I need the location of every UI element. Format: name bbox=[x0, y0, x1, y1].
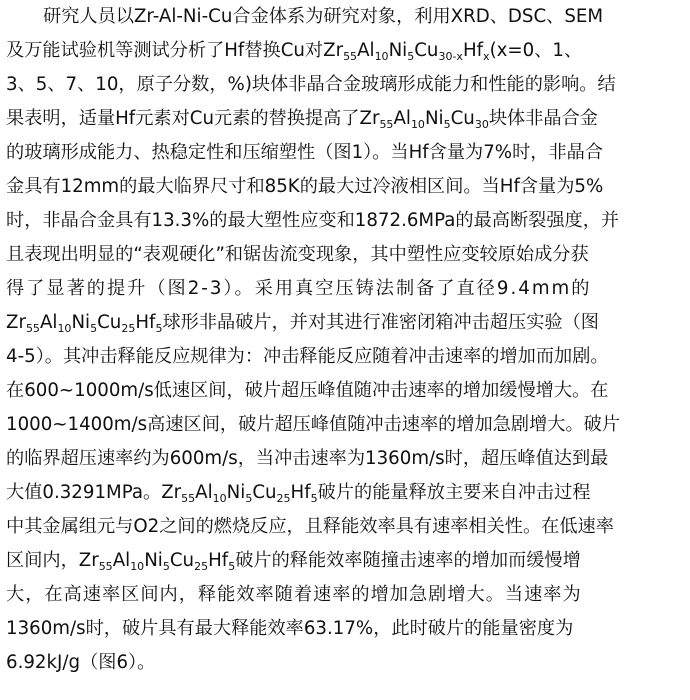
subscript: 10 bbox=[57, 322, 72, 335]
subscript: 5 bbox=[90, 322, 98, 335]
text-segment: 1000~1400m/s高速区间，破片超压峰值随冲击速率的增加急剧增大。破片 bbox=[6, 414, 621, 435]
text-line-20 bbox=[6, 646, 684, 679]
text-segment: 中其金属组元与O2之间的燃烧反应，且释能效率具有速率相关性。在低速率 bbox=[6, 516, 614, 537]
text-segment: Ni bbox=[424, 108, 444, 129]
text-segment: Ni bbox=[144, 550, 163, 571]
text-segment: Hf bbox=[462, 40, 484, 61]
text-segment: 研究人员以Zr-Al-Ni-Cu合金体系为研究对象，利用XRD、DSC、SEM bbox=[43, 6, 604, 27]
text-segment: 破片的能量释放主要来自冲击过程 bbox=[317, 482, 591, 503]
text-segment: Ni bbox=[388, 40, 408, 61]
text-segment: 4-5）。其冲击释能反应规律为：冲击释能反应随着冲击速率的增加而加剧。 bbox=[6, 346, 609, 367]
subscript: 5 bbox=[228, 560, 236, 573]
subscript: 5 bbox=[443, 118, 451, 131]
subscript: 10 bbox=[212, 492, 227, 505]
subscript: 5 bbox=[407, 50, 415, 63]
text-line-4 bbox=[6, 102, 684, 135]
text-segment: Cu bbox=[169, 550, 195, 571]
text-segment: 破片的释能效率随撞击速率的增加而缓慢增 bbox=[235, 550, 581, 571]
text-segment: Cu bbox=[414, 40, 439, 61]
text-segment: Ni bbox=[71, 312, 91, 333]
text-segment: Al bbox=[393, 108, 411, 129]
text-line-2 bbox=[6, 34, 684, 67]
subscript: 30 bbox=[474, 118, 489, 131]
text-line-11 bbox=[6, 340, 684, 373]
text-line-8 bbox=[6, 238, 684, 271]
text-segment: 的临界超压速率约为600m/s，当冲击速率为1360m/s时，超压峰值达到最 bbox=[6, 448, 609, 469]
text-segment: Al bbox=[195, 482, 213, 503]
subscript: 5 bbox=[310, 492, 318, 505]
subscript: 55 bbox=[343, 50, 358, 63]
text-segment: Cu bbox=[252, 482, 277, 503]
text-segment: Al bbox=[112, 550, 131, 571]
text-segment: 及万能试验机等测试分析了Hf替换Cu对Zr bbox=[6, 40, 344, 61]
text-line-16 bbox=[6, 510, 684, 543]
subscript: 55 bbox=[379, 118, 394, 131]
text-line-18 bbox=[6, 578, 684, 611]
subscript: 25 bbox=[194, 560, 209, 573]
subscript: 5 bbox=[162, 560, 170, 573]
subscript: 10 bbox=[410, 118, 425, 131]
text-segment: 的玻璃形成能力、热稳定性和压缩塑性（图1）。当Hf含量为7%时，非晶合 bbox=[6, 142, 604, 163]
text-segment: 得了显著的提升（图2-3）。采用真空压铸法制备了直径9.4mm的 bbox=[6, 278, 592, 299]
text-segment: 区间内，Zr bbox=[6, 550, 99, 571]
subscript: 55 bbox=[181, 492, 196, 505]
text-segment: Al bbox=[39, 312, 58, 333]
text-segment: Hf bbox=[135, 312, 156, 333]
text-line-15 bbox=[6, 476, 684, 509]
text-segment: 金具有12mm的最大临界尺寸和85K的最大过冷液相区间。当Hf含量为5% bbox=[6, 176, 604, 197]
text-segment: 大，在高速率区间内，释能效率随着速率的增加急剧增大。当速率为 bbox=[6, 584, 582, 605]
text-line-7 bbox=[6, 204, 684, 237]
text-segment: 在600~1000m/s低速区间，破片超压峰值随冲击速率的增加缓慢增大。在 bbox=[6, 380, 609, 401]
text-segment: Cu bbox=[450, 108, 475, 129]
text-line-3 bbox=[6, 68, 684, 101]
subscript: x bbox=[483, 50, 490, 63]
text-segment: 时，非晶合金具有13.3%的最大塑性应变和1872.6MPa的最高断裂强度，并 bbox=[6, 210, 620, 231]
text-line-14 bbox=[6, 442, 684, 475]
text-line-13 bbox=[6, 408, 684, 441]
text-line-9 bbox=[6, 272, 684, 305]
text-line-10 bbox=[6, 306, 684, 339]
text-segment: 且表现出明显的“表观硬化”和锯齿流变现象，其中塑性应变较原始成分获 bbox=[6, 244, 589, 265]
text-line-1 bbox=[6, 0, 684, 33]
text-line-17 bbox=[6, 544, 684, 577]
text-segment: (x=0、1、 bbox=[489, 40, 583, 61]
text-segment: 6.92kJ/g（图6）。 bbox=[6, 652, 156, 673]
text-segment: 块体非晶合金 bbox=[488, 108, 598, 129]
text-line-19 bbox=[6, 612, 684, 645]
text-segment: 球形非晶破片，并对其进行准密闭箱冲击超压实验（图 bbox=[162, 312, 599, 333]
text-segment: 1360m/s时，破片具有最大释能效率63.17%，此时破片的能量密度为 bbox=[6, 618, 574, 639]
text-segment: 大值0.3291MPa。Zr bbox=[6, 482, 182, 503]
subscript: 5 bbox=[155, 322, 163, 335]
subscript: 10 bbox=[130, 560, 145, 573]
text-segment: Hf bbox=[290, 482, 311, 503]
text-segment: 果表明，适量Hf元素对Cu元素的替换提高了Zr bbox=[6, 108, 380, 129]
text-line-5 bbox=[6, 136, 684, 169]
text-line-6 bbox=[6, 170, 684, 203]
subscript: 30-x bbox=[438, 50, 463, 63]
text-line-12 bbox=[6, 374, 684, 407]
subscript: 25 bbox=[121, 322, 136, 335]
subscript: 10 bbox=[374, 50, 389, 63]
subscript: 25 bbox=[276, 492, 291, 505]
subscript: 55 bbox=[25, 322, 40, 335]
text-segment: Ni bbox=[226, 482, 246, 503]
text-segment: Hf bbox=[208, 550, 229, 571]
subscript: 55 bbox=[98, 560, 113, 573]
text-segment: 3、5、7、10，原子分数，%)块体非晶合金玻璃形成能力和性能的影响。结 bbox=[6, 74, 616, 95]
text-segment: Zr bbox=[6, 312, 26, 333]
subscript: 5 bbox=[245, 492, 253, 505]
text-segment: Al bbox=[357, 40, 375, 61]
text-segment: Cu bbox=[97, 312, 122, 333]
